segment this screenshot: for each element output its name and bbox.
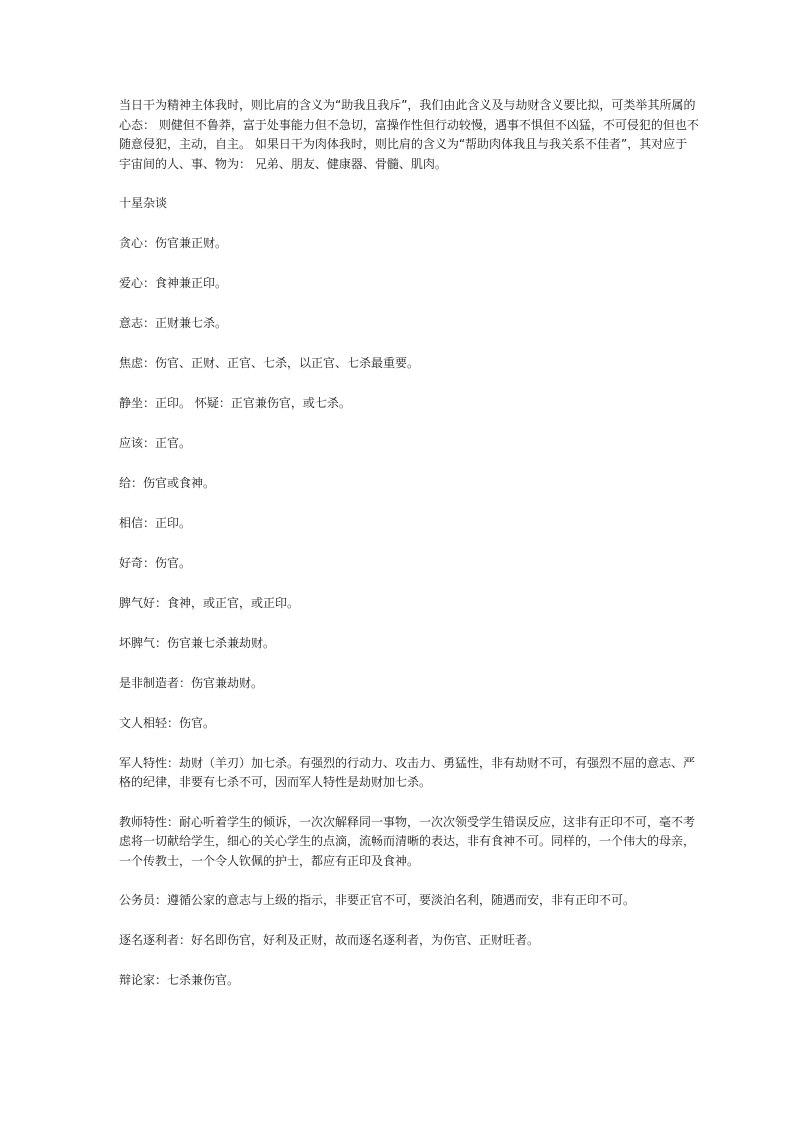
intro-paragraph: 当日干为精神主体我时，则比肩的含义为“助我且我斥”，我们由此含义及与劫财含义要比拟，可类举其所属的心态： 则健但不鲁莽，富于处事能力但不急切，富操作性但行动较慢，遇事不惧但不凶猛，不可侵犯的但也不随意侵犯，主动，自主。 如果日干为肉体我时，则比肩的含义为“帮助肉体我且与我关系不佳者”，其对应于宇宙间的人、事、物为： 兄弟、朋友、健康器、骨髓、肌肉。: [119, 98, 699, 171]
entry-greed: 贪心：伤官兼正财。: [119, 235, 228, 250]
entry-fame-profit-seeker: 逐名逐利者：好名即伤官，好利及正财，故而逐名逐利者，为伤官、正财旺者。: [119, 933, 540, 947]
entry-anxiety: 焦虑：伤官、正财、正官、七杀，以正官、七杀最重要。: [119, 355, 420, 370]
entry-debater: 辩论家：七杀兼伤官。: [119, 973, 240, 987]
entry-give: 给：伤官或食神。: [119, 475, 216, 490]
entry-believe: 相信：正印。: [119, 515, 192, 530]
entry-teacher-traits: 教师特性：耐心听着学生的倾诉，一次次解释同一事物，一次次领受学生错误反应，这非有正印不可，毫不考虑将一切献给学生，细心的关心学生的点滴，流畅而清晰的表达，非有食神不可。同样的，一个伟大的母亲，一个传教士，一个令人钦佩的护士，都应有正印及食神。: [119, 814, 696, 868]
section-title: 十星杂谈: [119, 196, 168, 210]
entry-meditation-doubt: 静坐：正印。 怀疑：正官兼伤官，或七杀。: [119, 395, 351, 410]
entry-should: 应该：正官。: [119, 435, 192, 450]
entry-will: 意志：正财兼七杀。: [119, 315, 228, 330]
entry-civil-servant: 公务员：遵循公家的意志与上级的指示，非要正官不可，要淡泊名利，随遇而安，非有正印不可。: [119, 893, 636, 907]
entry-curious: 好奇：伤官。: [119, 555, 192, 570]
entry-scholars-scorn: 文人相轻：伤官。: [119, 715, 216, 730]
document-body: [119, 96, 699, 1011]
entry-good-temper: 脾气好：食神，或正官，或正印。: [119, 595, 300, 610]
entry-soldier-traits: 军人特性：劫财（羊刃）加七杀。有强烈的行动力、攻击力、勇猛性，非有劫财不可，有强烈不屈的意志、严格的纪律，非要有七杀不可，因而军人特性是劫财加七杀。: [119, 755, 696, 789]
entry-troublemaker: 是非制造者：伤官兼劫财。: [119, 675, 264, 690]
entry-love: 爱心：食神兼正印。: [119, 275, 228, 290]
entry-bad-temper: 坏脾气：伤官兼七杀兼劫财。: [119, 635, 276, 650]
